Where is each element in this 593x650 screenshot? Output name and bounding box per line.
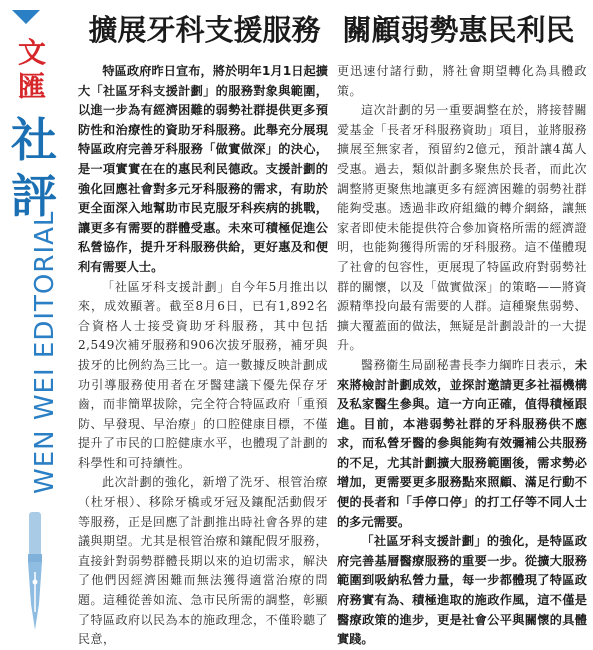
lead-paragraph: 特區政府昨日宣布，將於明年1月1日起擴大「社區牙科支援計劃」的服務對象與範圍，以進一步為有經濟困難的弱勢社群提供更多預防性和治療性的資助牙科服務。此舉充分展現特區政府完善牙科服務「做實做深」的決心，是一項實實在在的惠民利民德政。支援計劃的強化回應社會對多元牙科服務的需求，有助於更全面深入地幫助市民克服牙科疾病的挑戰，讓更多有需要的群體受惠。未來可積極促進公私營協作，提升牙科服務供給，更好惠及和便利有需要人士。: [78, 64, 328, 274]
masthead: [0, 0, 70, 647]
body-paragraph-5: [337, 356, 587, 532]
column-name-cn: 社評: [11, 113, 57, 223]
body-paragraph-4: 這次計劃的另一重要調整在於，將接替關愛基金「長者牙科服務資助」項目，並將服務擴展至無家者，預留約2億元，預計讓4萬人受惠。過去，類似計劃多聚焦於長者，而此次調整將更聚焦地讓更多有經濟困難的弱勢社群能夠受惠。透過非政府組織的轉介網絡，讓無家者即使未能提供符合參加資格所需的經濟證明，也能夠獲得所需的牙科服務。這不僅體現了社會的包容性，更展現了特區政府對弱勢社群的關懷，以及「做實做深」的策略——將資源精準投向最有需要的人群。這種聚焦弱勢、擴大覆蓋面的做法，無疑是計劃設計的一大提升。: [337, 103, 588, 353]
body-paragraph-5-bold: 未來將檢討計劃成效，並探討邀請更多社福機構及私家醫生參與。這一方向正確，值得積極跟進。目前，本港弱勢社群的牙科服務供不應求，而私營牙醫的參與能夠有效彌補公共服務的不足，尤其計劃擴大服務範圍後，需求勢必增加，更需要更多服務點來照顧、滿足行動不便的長者和「手停口停」的打工仔等不同人士的多元需要。: [337, 357, 587, 529]
body-paragraph-5-light: 醫務衞生局副秘書長李力綱昨日表示，: [361, 357, 575, 372]
body-paragraph-3-continued: 更迅速付諸行動，將社會期望轉化為具體政策。: [337, 64, 587, 98]
article-column-left: [78, 62, 328, 650]
body-paragraph-2: 「社區牙科支援計劃」自今年5月推出以來，成效顯著。截至8月6日，已有1,892名合資格人士接受資助牙科服務，其中包括2,549次補牙服務和906次拔牙服務，補牙與拔牙的比例約為三比一。這一數據反映計劃成功引導服務使用者在牙醫建議下優先保存牙齒，而非簡單拔除，完全符合特區政府「重預防、早發現、早治療」的口腔健康目標，不僅提升了市民的口腔健康水平，也體現了計劃的科學性和可持續性。: [78, 279, 329, 470]
triangle-icon: [12, 10, 40, 24]
fountain-pen-icon: [20, 512, 50, 632]
column-name-en: WEN WEI EDITORIAL: [30, 210, 60, 494]
brand-logo-cn: 文匯: [17, 36, 46, 103]
closing-paragraph: 「社區牙科支援計劃」的強化，是特區政府完善基層醫療服務的重要一步。從擴大服務範圍到吸納私營力量，每一步都體現了特區政府務實有為、積極進取的施政作風，這不僅是醫療政策的進步，更是社會公平與關懷的具體實踐。: [337, 534, 587, 647]
body-paragraph-3: 此次計劃的強化，新增了洗牙、根管治療（杜牙根）、移除牙橋或牙冠及鑲配活動假牙等服務，正是回應了計劃推出時社會各界的建議與期望。尤其是根管治療和鑲配假牙服務，直接針對弱勢群體長期以來的迫切需求，解決了他們因經濟困難而無法獲得適當治療的問題。這種從善如流、急市民所需的調整，彰顯了特區政府以民為本的施政理念，不僅聆聽了民意，: [78, 475, 329, 647]
article-column-right: [337, 62, 587, 650]
headline-part1: 擴展牙科支援服務: [88, 13, 321, 47]
headline-part2: 關顧弱勢惠民利民: [342, 13, 575, 47]
headline: [74, 6, 589, 54]
